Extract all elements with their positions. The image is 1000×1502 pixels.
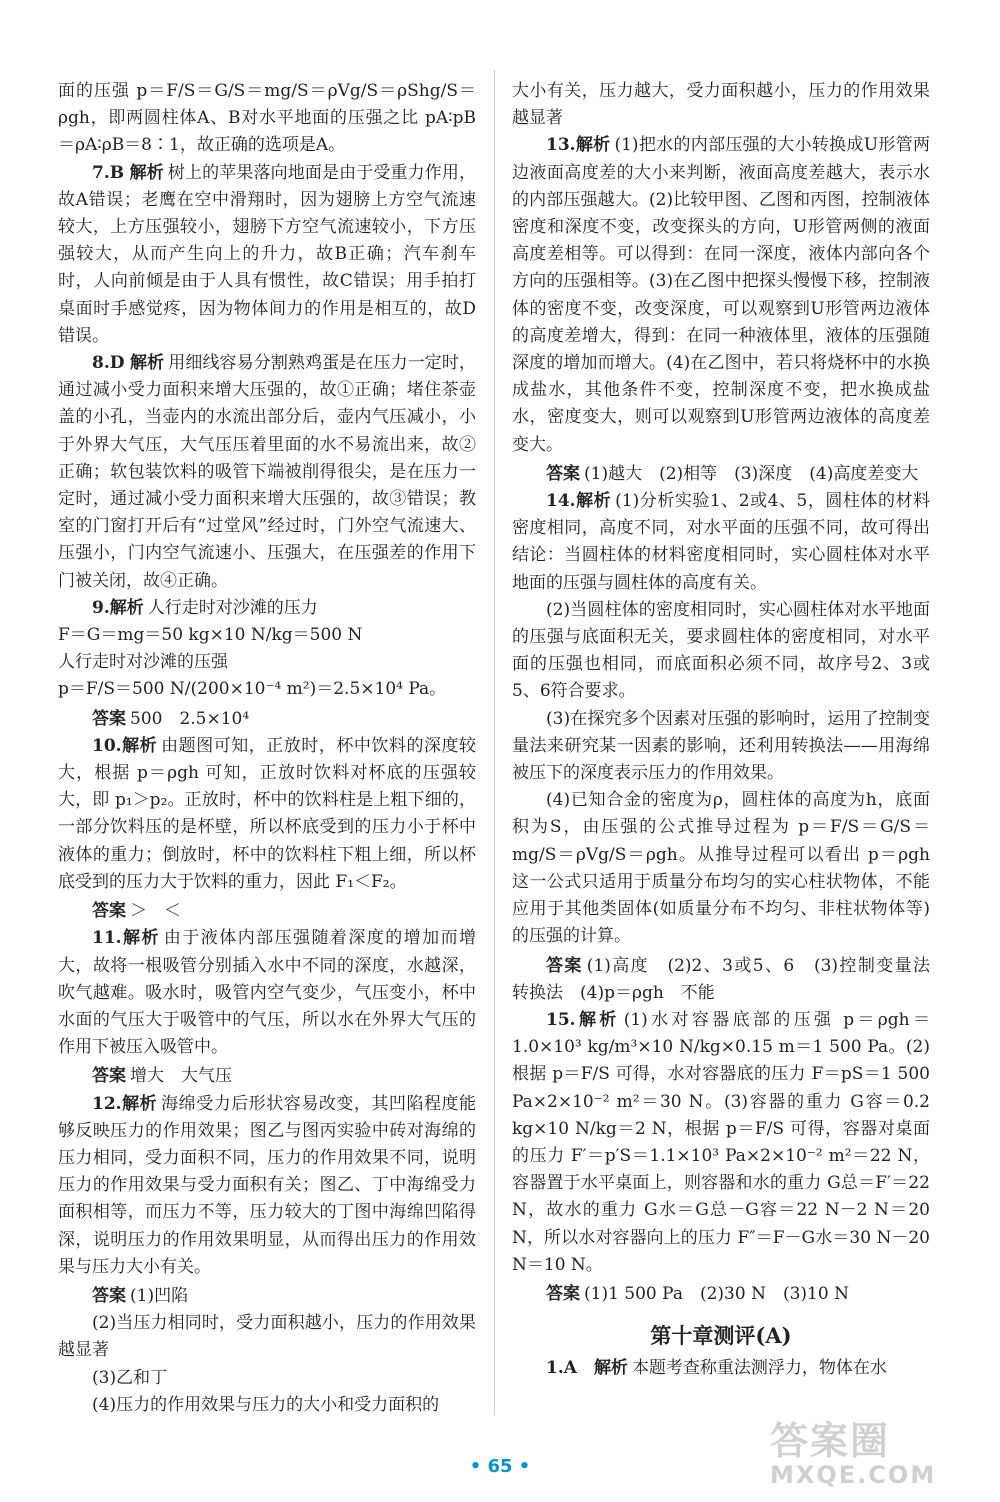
question-14: 14.解析 (1)分析实验1、2或4、5，圆柱体的材料密度相同，高度不同，对水平面的压强不同，故可得出结论：当圆柱体的材料密度相同时，实心圆柱体对水平地面的压强与圆柱体的高度有关。 xyxy=(512,491,931,593)
question-15: 15.解析 (1)水对容器底部的压强 p＝ρgh＝1.0×10³ kg/m³×10 N/kg×0.15 m＝1 500 Pa。(2)根据 p＝F/S 可得，水对容器底的压力 F＝pS＝1 500 Pa×2×10⁻² m²＝30 N。(3)容器的重力 G容＝0.2 kg×10 N/kg＝2 N，根据 p＝F/S 可得，容器对桌面的压力 F′＝p′S＝1.1×10³ Pa×2×10⁻² m²＝22 N，容器置于水平桌面上，则容器和水的重力 G总＝F′＝22 N，故水的重力 G水＝G总－G容＝22 N－2 N＝20 N，所以水对容器向上的压力 F″＝F－G水＝30 N－20 N＝10 N。 xyxy=(512,1009,931,1275)
answer-10: 答案 ＞ ＜ xyxy=(92,901,181,922)
paragraph: 大小有关，压力越大，受力面积越小，压力的作用效果越显著 xyxy=(512,81,930,129)
answer-12-part: (2)当压力相同时，受力面积越小，压力的作用效果越显著 xyxy=(58,1313,476,1361)
paragraph: 面的压强 p＝F/S＝G/S＝mg/S＝ρVg/S＝ρShg/S＝ρgh，即两圆柱体A、B对水平地面的压强之比 pA∶pB＝ρA∶ρB＝8∶1，故正确的选项是A。 xyxy=(58,81,476,156)
chapter-title: 第十章测评(A) xyxy=(650,1323,792,1349)
question-14-part: (3)在探究多个因素对压强的影响时，运用了控制变量法来研究某一因素的影响，还利用转换法——用海绵被压下的深度表示压力的作用效果。 xyxy=(512,708,930,784)
formula-line: F＝G＝mg＝50 kg×10 N/kg＝500 N xyxy=(58,625,363,646)
answer-11: 答案 增大 大气压 xyxy=(92,1066,232,1087)
question-7: 7.B 解析 树上的苹果落向地面是由于受重力作用，故A错误；老鹰在空中滑翔时，因为翅膀上方空气流速较大，上方压强较小，翅膀下方空气流速较小，下方压强较大，从而产生向上的升力，故B正确；汽车刹车时，人向前倾是由于人具有惯性，故C错误；用手拍打桌面时手感觉疼，因为物体间力的作用是相互的，故D错误。 xyxy=(58,162,477,346)
answer-12-part: (4)压力的作用效果与压力的大小和受力面积的 xyxy=(92,1394,440,1415)
question-8: 8.D 解析 用细线容易分割熟鸡蛋是在压力一定时，通过减小受力面积来增大压强的，故①正确；堵住茶壶盖的小孔，当壶内的水流出部分后，壶内气压减小，小于外界大气压，大气压压着里面的水不易流出来，故②正确；软包装饮料的吸管下端被削得很尖，是在压力一定时，通过减小受力面积来增大压强的，故③错误；教室的门窗打开后有“过堂风”经过时，门外空气流速大、压强小，门内空气流速小、压强大，在压强差的作用下门被关闭，故④正确。 xyxy=(58,353,477,591)
question-9: 9.解析 人行走时对沙滩的压力 xyxy=(92,597,318,618)
answer-9: 答案 500 2.5×10⁴ xyxy=(92,708,250,729)
answer-13: 答案 (1)越大 (2)相等 (3)深度 (4)高度差变大 xyxy=(546,463,919,484)
right-column xyxy=(512,78,947,1383)
answer-12-part: (3)乙和丁 xyxy=(92,1367,168,1388)
watermark-logo: 答案圈 MXQE.COM xyxy=(770,1419,937,1489)
answer-14: 答案 (1)高度 (2)2、3或5、6 (3)控制变量法 转换法 (4)p＝ρgh 不能 xyxy=(512,955,947,1003)
answer-15: 答案 (1)1 500 Pa (2)30 N (3)10 N xyxy=(546,1283,849,1304)
question-14-part: (4)已知合金的密度为ρ，圆柱体的高度为h，底面积为S，由压强的公式推导过程为 p＝F/S＝G/S＝mg/S＝ρVg/S＝ρgh。从推导过程可以看出 p＝ρgh 这一公式只适用于质量分布均匀的实心柱状物体，不能应用于其他类固体(如质量分布不均匀、非柱状物体等)的压强的计算。 xyxy=(512,790,930,947)
question-13: 13.解析 (1)把水的内部压强的大小转换成U形管两边液面高度差的大小来判断，液面高度差越大，表示水的内部压强越大。(2)比较甲图、乙图和丙图，控制液体密度和深度不变，改变探头的方向，U形管两侧的液面高度差相等。可以得到：在同一深度，液体内部向各个方向的压强相等。(3)在乙图中把探头慢慢下移，控制液体的密度不变，改变深度，可以观察到U形管两边液体的高度差增大，得到：在同一种液体里，液体的压强随深度的增加而增大。(4)在乙图中，若只将烧杯中的水换成盐水，其他条件不变，控制深度不变，把水换成盐水，密度变大，则可以观察到U形管两边液体的高度差变大。 xyxy=(512,135,930,455)
question-12: 12.解析 海绵受力后形状容易改变，其凹陷程度能够反映压力的作用效果；图乙与图丙实验中砖对海绵的压力相同，受力面积不同，压力的作用效果不同，说明压力的作用效果与受力面积有关；图乙、丁中海绵受力面积相等，而压力不等，压力较大的丁图中海绵凹陷得深，说明压力的作用效果明显，从而得出压力的作用效果与压力大小有关。 xyxy=(58,1093,477,1277)
page-number: • 65 • xyxy=(469,1456,531,1477)
text-line: 人行走时对沙滩的压强 xyxy=(58,652,228,673)
column-divider xyxy=(494,70,495,1415)
question-11: 11.解析 由于液体内部压强随着深度的增加而增大，故将一根吸管分别插入水中不同的深度，水越深，吹气越难。吸水时，吸管内空气变少，气压变小，杯中水面的气压大于吸管中的气压，所以水在外界大气压的作用下被压入吸管中。 xyxy=(58,928,477,1058)
chapter-question-1: 1.A 解析 本题考查称重法测浮力，物体在水 xyxy=(546,1358,887,1379)
question-10: 10.解析 由题图可知，正放时，杯中饮料的深度较大，根据 p＝ρgh 可知，正放时饮料对杯底的压强较大，即 p₁＞p₂。正放时，杯中的饮料柱是上粗下细的，一部分饮料压的是杯壁，所以杯底受到的压力小于杯中液体的重力；倒放时，杯中的饮料柱下粗上细，所以杯底受到的压力大于饮料的重力，因此 F₁＜F₂。 xyxy=(58,735,477,892)
question-14-part: (2)当圆柱体的密度相同时，实心圆柱体对水平地面的压强与底面积无关，要求圆柱体的密度相同，对水平面的压强也相同，而底面积必须不同，故序号2、3或5、6符合要求。 xyxy=(512,599,930,702)
left-column xyxy=(58,78,476,1419)
answer-12: 答案 (1)凹陷 xyxy=(92,1285,189,1306)
formula-line: p＝F/S＝500 N/(200×10⁻⁴ m²)＝2.5×10⁴ Pa。 xyxy=(58,679,447,700)
